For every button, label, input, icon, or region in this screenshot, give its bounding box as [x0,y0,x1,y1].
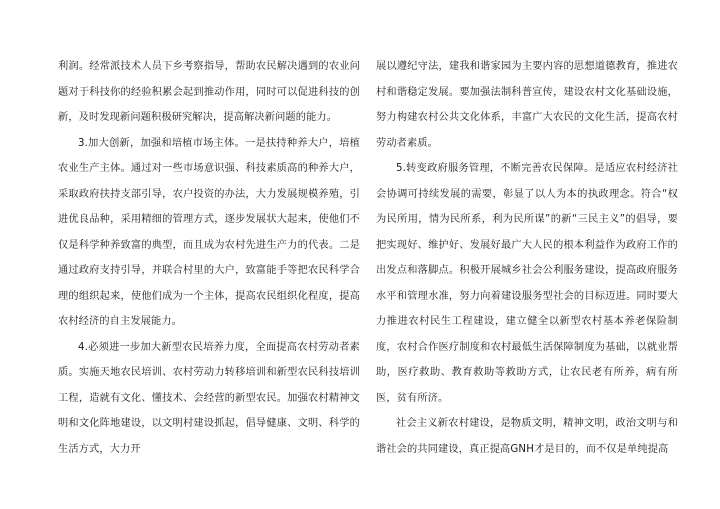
paragraph-farmer-training: 4.必须进一步加大新型农民培养力度，全面提高农村劳动者素质。实施天地农民培训、农村劳动力转移培训和新型农民科技培训工程，造就有文化、懂技术、会经营的新型农民。加强农村精神文明和文化阵地建设，以文明村建设抓起，倡导健康、文明、科学的生活方式，大力开 [58,341,360,455]
paragraph-continuation: 利润。经常派技术人员下乡考察指导，帮助农民解决遇到的农业问题对于科技你的经验积累会起到推动作用，同时可以促进科技的创新，及时发现新问题积极研究解决，提高解决新问题的能力。 [58,61,360,123]
paragraph-government-service: 5.转变政府服务管理，不断完善农民保障。是适应农村经济社会协调可持续发展的需要，彰显了以人为本的执政理念。符合“权为民所用，情为民所系，利为民所谋”的新“三民主义”的倡导，要把实现好、维护好、发展好最广大人民的根本利益作为政府工作的出发点和落脚点。积极开展城乡社会公利服务建设，提高政府服务水平和管理水准，努力向着建设服务型社会的目标迈进。同时要大力推进农村民生工程建设，建立健全以新型农村基本养老保险制度，农村合作医疗制度和农村最低生活保障制度为基础，以就业帮助，医疗救助、教育救助等救助方式，让农民老有所养，病有所医，贫有所济。 [376,163,678,404]
paragraph-new-countryside: 社会主义新农村建设，是物质文明，精神文明，政治文明与和谐社会的共同建设，真正提高GNH才是目的，而不仅是单纯提高 [376,418,678,455]
right-column [376,54,678,462]
paragraph-market-entities: 3.加大创新，加强和培植市场主体。一是扶持种养大户，培植农业生产主体。通过对一些市场意识强、科技素质高的种养大户，采取政府扶持支部引导，农户投资的办法，大力发展规模养殖，引进优良品种，采用精细的管理方式，逐步发展状大起来，使他们不仅是科学种养致富的典型，而且成为农村先进生产力的代表。二是通过政府支持引导，并联合村里的大户，致富能手等把农民科学合理的组织起来，使他们成为一个主体，提高农民组织化程度，提高农村经济的自主发展能力。 [58,137,360,327]
left-column [58,54,360,462]
paragraph-culture-continuation: 展以遵纪守法，建我和谐家园为主要内容的思想道德教育，推进农村和谐稳定发展。要加强法制科普宣传，建设农村文化基础设施，努力构建农村公共文化体系，丰富广大农民的文化生活，提高农村劳动者素质。 [376,61,678,149]
